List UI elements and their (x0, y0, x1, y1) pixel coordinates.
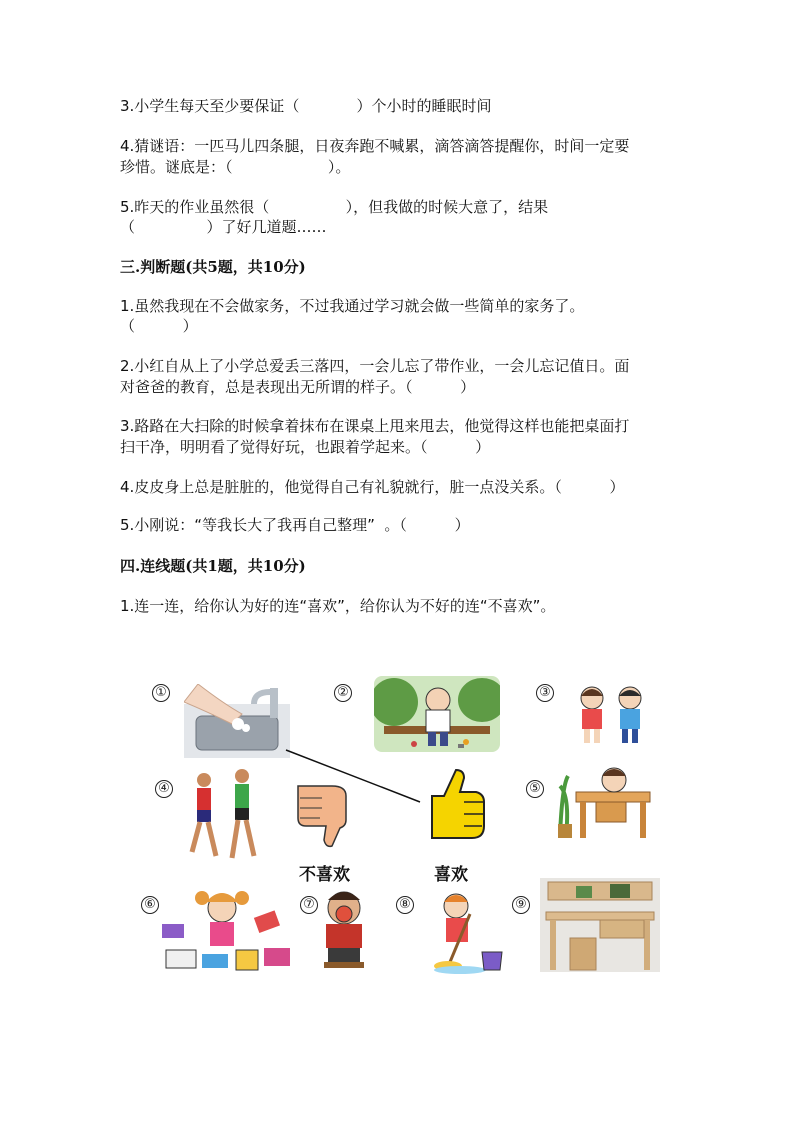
marker-3: ③ (536, 684, 554, 702)
marker-4: ④ (155, 780, 173, 798)
girl-mopping-illustration (430, 888, 506, 974)
boy-eating-illustration (316, 886, 372, 976)
marker-9: ⑨ (512, 896, 530, 914)
judge-item-1-line1: 1.虽然我现在不会做家务，不过我通过学习就会做一些简单的家务了。 (120, 297, 585, 315)
fill-item-5-line1: 5.昨天的作业虽然很（ ），但我做的时候大意了，结果 (120, 198, 549, 216)
judge-item-4: 4.皮皮身上总是脏脏的，他觉得自己有礼貌就行，脏一点没关系。（ ） (120, 478, 625, 496)
section4-title: 四.连线题(共1题，共10分) (120, 557, 306, 575)
park-litter-illustration (374, 676, 500, 752)
two-children-illustration (572, 684, 652, 746)
judge-item-2-line1: 2.小红自从上了小学总爱丢三落四，一会儿忘了带作业，一会儿忘记值日。面 (120, 357, 630, 375)
judge-item-1-blank: （ ） (120, 317, 198, 335)
messy-room-illustration (156, 884, 296, 978)
marker-5: ⑤ (526, 780, 544, 798)
section3-title: 三.判断题(共5题，共10分) (120, 258, 306, 276)
fill-item-5-line2: （ ）了好几道题…… (120, 218, 327, 236)
fill-item-4-line1: 4.猜谜语：一匹马儿四条腿，日夜奔跑不喊累，滴答滴答提醒你，时间一定要 (120, 137, 630, 155)
like-label: 喜欢 (434, 865, 468, 885)
judge-item-5: 5.小刚说：“等我长大了我再自己整理” 。（ ） (120, 516, 470, 534)
judge-item-3-line1: 3.路路在大扫除的时候拿着抹布在课桌上甩来甩去，他觉得这样也能把桌面打 (120, 417, 630, 435)
marker-8: ⑧ (396, 896, 414, 914)
marker-2: ② (334, 684, 352, 702)
marker-6: ⑥ (141, 896, 159, 914)
fill-item-4-line2: 珍惜。谜底是：（ ）。 (120, 158, 351, 176)
dislike-label: 不喜欢 (299, 865, 350, 885)
connector-line (284, 748, 424, 808)
matching-instruction: 1.连一连，给你认为好的连“喜欢”，给你认为不好的连“不喜欢”。 (120, 597, 556, 615)
hand-washing-illustration (184, 684, 292, 760)
marker-1: ① (152, 684, 170, 702)
judge-item-3-line2: 扫干净，明明看了觉得好玩，也跟着学起来。（ ） (120, 438, 491, 456)
judge-item-2-line2: 对爸爸的教育，总是表现出无所谓的样子。（ ） (120, 378, 476, 396)
wooden-desk-illustration (540, 878, 660, 972)
marker-7: ⑦ (300, 896, 318, 914)
desk-sleeping-illustration (556, 766, 652, 842)
thumbs-up-icon (424, 768, 490, 840)
runners-illustration (184, 766, 264, 868)
fill-item-3: 3.小学生每天至少要保证（ ）个小时的睡眠时间 (120, 97, 492, 115)
